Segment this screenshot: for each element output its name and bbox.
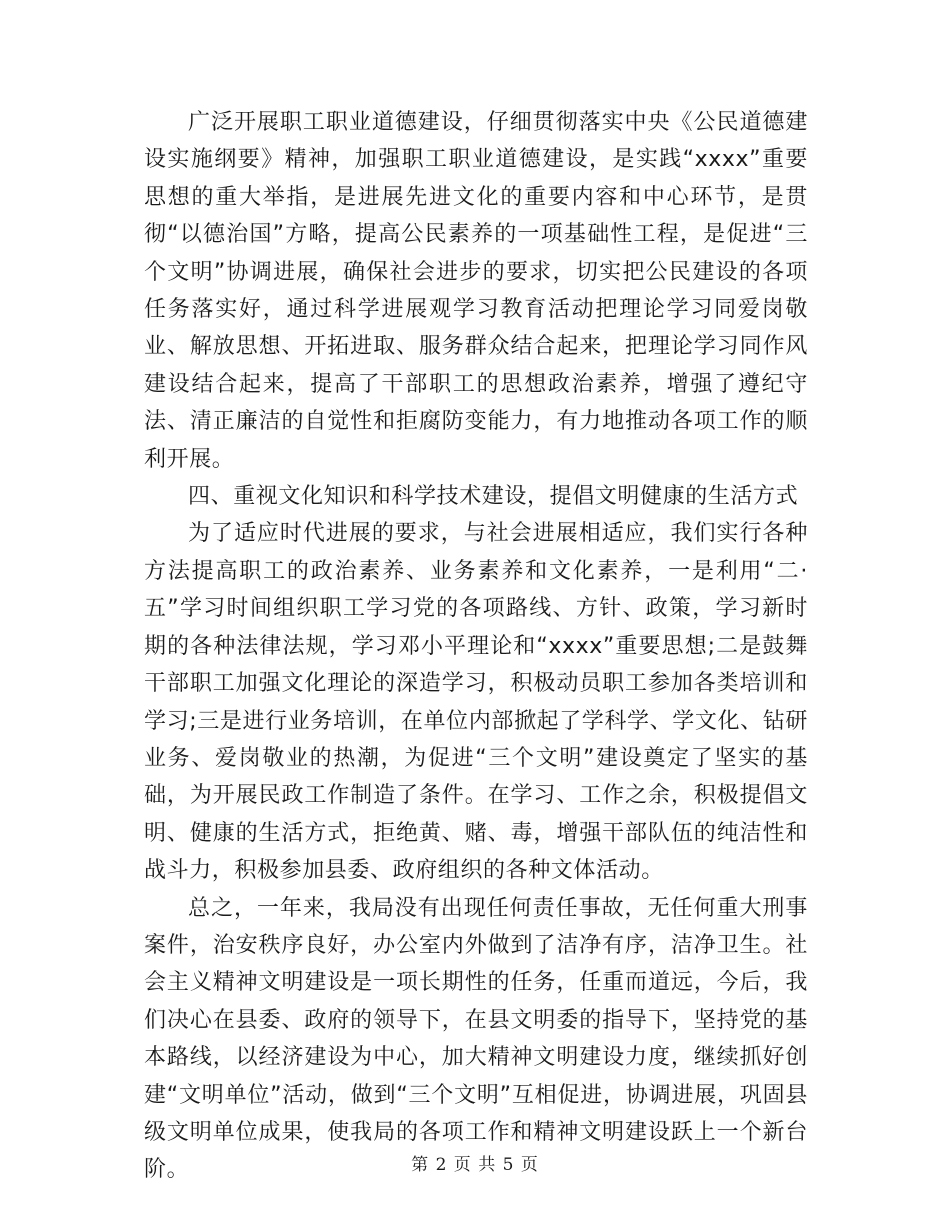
paragraph-professional-ethics: 广泛开展职工职业道德建设，仔细贯彻落实中央《公民道德建设实施纲要》精神，加强职工职业道德建设，是实践“xxxx”重要思想的重大举指，是进展先进文化的重要内容和中心环节，是贯彻“以德治国”方略，提高公民素养的一项基础性工程，是促进“三个文明”协调进展，确保社会进步的要求，切实把公民建设的各项任务落实好，通过科学进展观学习教育活动把理论学习同爱岗敬业、解放思想、开拓进取、服务群众结合起来，把理论学习同作风建设结合起来，提高了干部职工的思想政治素养，增强了遵纪守法、清正廉洁的自觉性和拒腐防变能力，有力地推动各项工作的顺利开展。 [144, 110, 808, 472]
document-body [144, 104, 808, 1189]
paragraph-training-learning: 为了适应时代进展的要求，与社会进展相适应，我们实行各种方法提高职工的政治素养、业务素养和文化素养，一是利用“二·五”学习时间组织职工学习党的各项路线、方针、政策，学习新时期的各种法律法规，学习邓小平理论和“xxxx”重要思想;二是鼓舞干部职工加强文化理论的深造学习，积极动员职工参加各类培训和学习;三是进行业务培训，在单位内部掀起了学科学、学文化、钻研业务、爱岗敬业的热潮，为促进“三个文明”建设奠定了坚实的基础，为开展民政工作制造了条件。在学习、工作之余，积极提倡文明、健康的生活方式，拒绝黄、赌、毒，增强干部队伍的纯洁性和战斗力，积极参加县委、政府组织的各种文体活动。 [144, 521, 808, 884]
section-heading-culture-science: 四、重视文化知识和科学技术建设，提倡文明健康的生活方式 [188, 484, 799, 510]
paragraph-summary: 总之，一年来，我局没有出现任何责任事故，无任何重大刑事案件，治安秩序良好，办公室内外做到了洁净有序，洁净卫生。社会主义精神文明建设是一项长期性的任务，任重而道远，今后，我们决心在县委、政府的领导下，在县文明委的指导下，坚持党的基本路线，以经济建设为中心，加大精神文明建设力度，继续抓好创建“文明单位”活动，做到“三个文明”互相促进，协调进展，巩固县级文明单位成果，使我局的各项工作和精神文明建设跃上一个新台阶。 [144, 895, 808, 1183]
page-number-footer: 第 2 页 共 5 页 [411, 1155, 539, 1175]
